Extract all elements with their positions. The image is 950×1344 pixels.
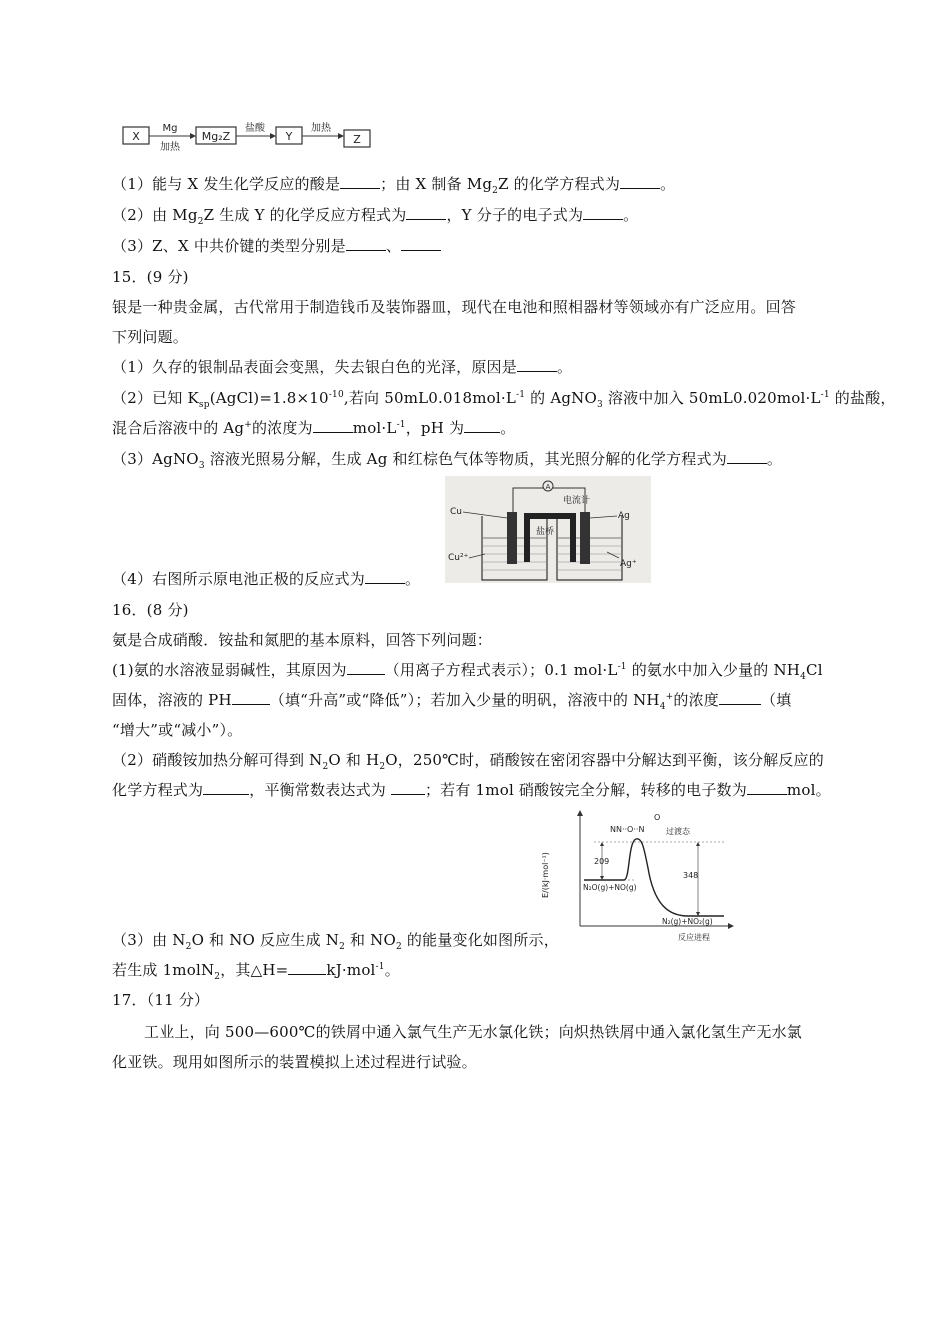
q15-part2-line1: （2）已知 $K_{sp}(AgCl)=1.8\times 10^{-10}$,若向 $50mL0.018mol\cdot L^{-1}$ 的 AgNO$_3$ 溶液中加入 $50mL0.020mol\cdot L^{-1}$ 的盐酸， <box>112 389 896 410</box>
energy-ts-molecule: NN··O··N <box>610 825 645 834</box>
cell-bridge-label: 盐桥 <box>536 527 555 537</box>
q16-intro: 氨是合成硝酸．铵盐和氮肥的基本原料，回答下列问题： <box>112 631 493 649</box>
q15-intro-2: 下列问题。 <box>112 328 189 346</box>
q15-part1: （1）久存的银制品表面会变黑，失去银白色的光泽，原因是 。 <box>112 358 573 376</box>
cell-cu-label: Cu <box>450 507 462 517</box>
q16-part1-line2: 固体，溶液的 PH （填“升高”或“降低”）；若加入少量的明矾，溶液中的 $NH_4^+$的浓度 （填 <box>112 691 792 712</box>
q16-part2-line1: （2）硝酸铵加热分解可得到 $N_2O$ 和 $H_2O$，250℃时，硝酸铵在密闭容器中分解达到平衡，该分解反应的 <box>112 751 824 772</box>
cell-meter-label: 电流计 <box>563 496 591 506</box>
q16-part3-line1: （3）由 $N_2O$ 和 NO 反应生成 $N_2$ 和 $NO_2$ 的能量变化如图所示， <box>112 931 559 952</box>
q15-part3: （3）AgNO$_3$ 溶液光照易分解，生成 Ag 和红棕色气体等物质，其光照分解的化学方程式为 。 <box>112 450 783 471</box>
energy-value-348: 348 <box>683 871 699 880</box>
q15-heading: 15．(9 分) <box>112 268 189 286</box>
energy-reactants: N₂O(g)+NO(g) <box>583 883 637 892</box>
flow-diagram <box>118 118 378 158</box>
energy-diagram <box>538 808 738 946</box>
cell-ammeter-label: A <box>545 483 551 491</box>
q14-part1: （1）能与 X 发生化学反应的酸是 ；由 X 制备 $Mg_2Z$ 的化学方程式为 。 <box>112 175 676 196</box>
energy-ts-label: 过渡态 <box>666 827 690 836</box>
flow-arrow2-top: 盐酸 <box>245 123 265 134</box>
cell-cu2-label: Cu²⁺ <box>448 553 469 563</box>
q17-paragraph-2: 化亚铁。现用如图所示的装置模拟上述过程进行试验。 <box>112 1053 477 1071</box>
flow-x: X <box>132 130 140 143</box>
flow-arrow1-bottom: 加热 <box>160 142 180 153</box>
flow-y: Y <box>285 130 293 143</box>
q14-part2: （2）由 $Mg_2Z$ 生成 Y 的化学反应方程式为 ，Y 分子的电子式为 。 <box>112 206 639 227</box>
energy-value-209: 209 <box>594 857 610 866</box>
q15-part2-line2: 混合后溶液中的 Ag+的浓度为 $mol\cdot L^{-1}$，pH 为 。 <box>112 419 516 437</box>
q16-part1-line3: “增大”或“减小”）。 <box>112 721 243 739</box>
q16-part2-line2: 化学方程式为 ，平衡常数表达式为 ；若有 1mol 硝酸铵完全分解，转移的电子数为 mol。 <box>112 781 831 799</box>
energy-xlabel: 反应进程 <box>678 933 710 942</box>
flow-z: Z <box>353 133 361 146</box>
flow-mg2z: Mg₂Z <box>201 130 231 143</box>
q14-part3: （3）Z、X 中共价键的类型分别是 、 <box>112 236 441 256</box>
q16-part1-line1: (1)氨的水溶液显弱碱性，其原因为 （用离子方程式表示）；0.1 $mol\cdot L^{-1}$ 的氨水中加入少量的 $NH_4Cl$ <box>112 661 823 682</box>
q16-part3-line2: 若生成 1molN$_2$，其△H= kJ·mol$^{-1}$。 <box>112 961 400 982</box>
flow-arrow1-top: Mg <box>162 123 178 134</box>
cell-agp-label: Ag⁺ <box>620 559 637 569</box>
flow-arrow3-top: 加热 <box>311 123 331 134</box>
galvanic-cell-figure <box>445 476 651 583</box>
q15-part4: （4）右图所示原电池正极的反应式为 。 <box>112 570 421 588</box>
q15-intro-1: 银是一种贵金属，古代常用于制造钱币及装饰器皿，现代在电池和照相器材等领域亦有广泛应用。回答 <box>112 298 797 316</box>
energy-ts-o: O <box>654 813 661 822</box>
q16-heading: 16．(8 分) <box>112 601 189 619</box>
cell-ag-label: Ag <box>618 511 630 521</box>
q17-paragraph-1: 工业上，向 500—600℃的铁屑中通入氯气生产无水氯化铁；向炽热铁屑中通入氯化氢生产无水氯 <box>144 1023 803 1041</box>
q17-heading: 17．（11 分） <box>112 991 210 1009</box>
energy-ylabel: E/(kJ·mol⁻¹) <box>541 852 550 898</box>
energy-products: N₂(g)+NO₂(g) <box>662 917 713 926</box>
